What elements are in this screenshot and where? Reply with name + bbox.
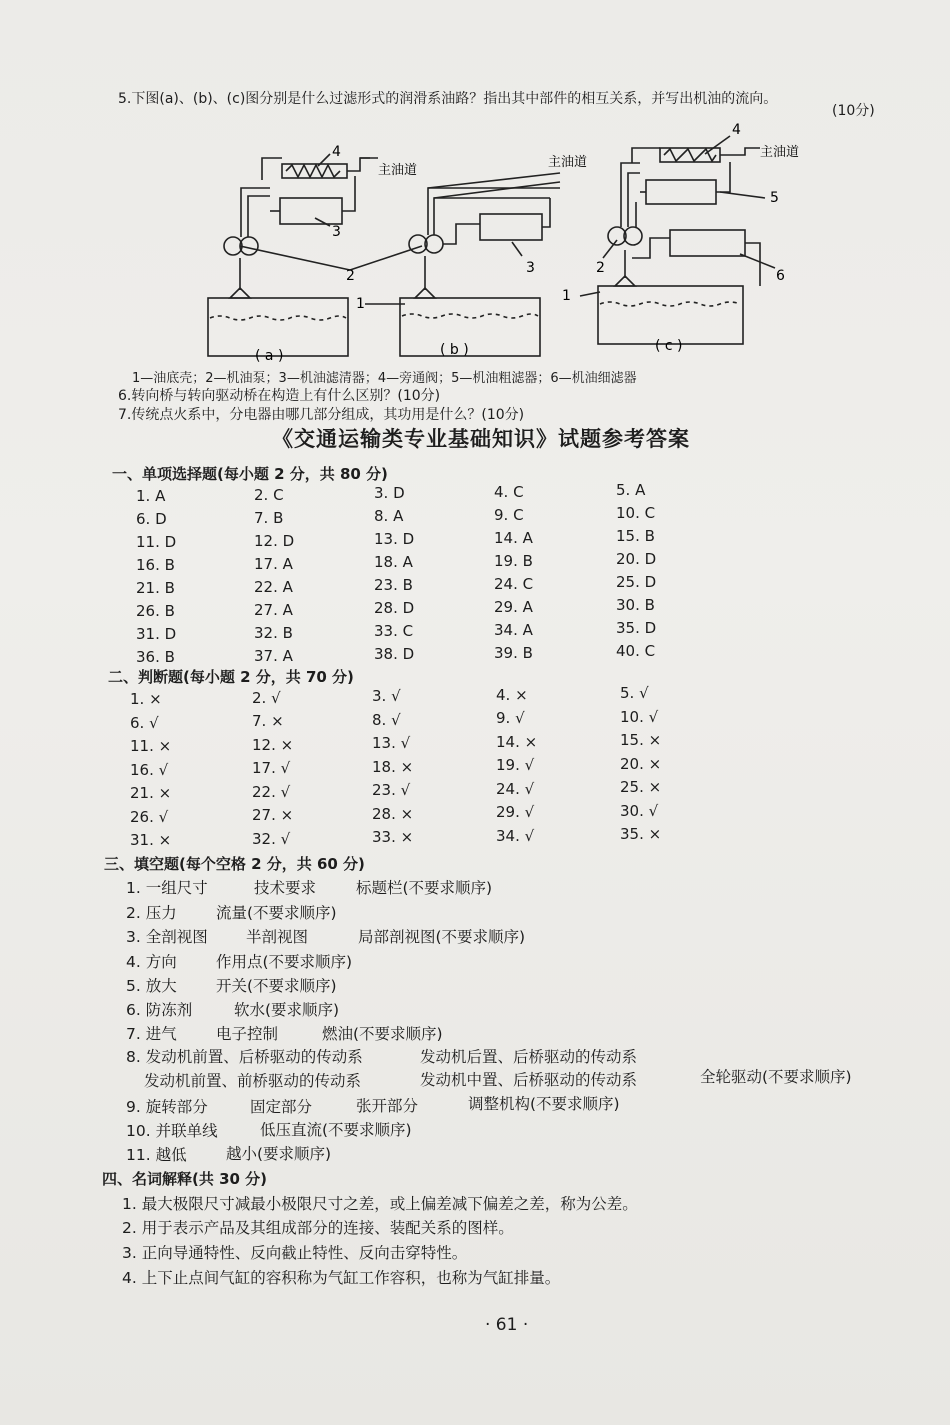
mc-answer-11: 11. D xyxy=(136,533,177,551)
tf-answer-34: 34. √ xyxy=(496,826,535,845)
fill-8a: 8. 发动机前置、后桥驱动的传动系 xyxy=(126,1048,363,1066)
fill-1b: 技术要求 xyxy=(254,879,317,897)
label-3-b: 3 xyxy=(526,260,535,276)
diagram-legend: 1—油底壳；2—机油泵；3—机油滤清器；4—旁通阀；5—机油粗滤器；6—机油细滤器 xyxy=(132,371,637,386)
main-channel-b-label: 主油道 xyxy=(548,155,588,170)
mc-answer-10: 10. C xyxy=(616,504,656,522)
mc-answer-22: 22. A xyxy=(254,577,293,596)
tf-answer-16: 16. √ xyxy=(130,760,169,779)
mc-answer-26: 26. B xyxy=(136,602,175,620)
question-5-points: (10分) xyxy=(832,103,875,119)
tf-answer-19: 19. √ xyxy=(496,756,535,774)
label-3-a: 3 xyxy=(332,224,341,240)
tf-answer-14: 14. × xyxy=(496,732,538,751)
mc-answer-15: 15. B xyxy=(616,527,655,545)
mc-answer-40: 40. C xyxy=(616,642,656,660)
definition-3: 3. 正向导通特性、反向截止特性、反向击穿特性。 xyxy=(122,1244,468,1262)
tf-answer-10: 10. √ xyxy=(620,707,659,726)
section-4-heading: 四、名词解释(共 30 分) xyxy=(102,1170,268,1188)
mc-answer-38: 38. D xyxy=(374,645,415,663)
tf-answer-20: 20. × xyxy=(620,754,662,773)
fill-8e: 全轮驱动(不要求顺序) xyxy=(700,1068,852,1086)
tf-answer-31: 31. × xyxy=(130,831,172,849)
label-1-c: 1 xyxy=(562,288,571,304)
tf-answer-35: 35. × xyxy=(620,825,662,843)
tf-answer-27: 27. × xyxy=(252,806,294,824)
mc-answer-5: 5. A xyxy=(616,481,646,499)
mc-answer-3: 3. D xyxy=(374,484,405,502)
fine-filter-c xyxy=(670,230,745,256)
question-7: 7.传统点火系中，分电器由哪几部分组成，其功用是什么？(10分) xyxy=(118,407,525,423)
tf-answer-30: 30. √ xyxy=(620,801,659,820)
mc-answer-32: 32. B xyxy=(254,623,293,642)
fill-6a: 6. 防冻剂 xyxy=(126,1001,193,1019)
tf-answer-17: 17. √ xyxy=(252,759,291,777)
page-number: · 61 · xyxy=(485,1315,529,1335)
fill-7c: 燃油(不要求顺序) xyxy=(322,1025,443,1043)
mc-answer-31: 31. D xyxy=(136,625,177,643)
caption-c: ( c ) xyxy=(655,338,683,354)
answer-key-title: 《交通运输类专业基础知识》试题参考答案 xyxy=(272,427,690,451)
fill-1a: 1. 一组尺寸 xyxy=(126,879,208,897)
section-3-heading: 三、填空题(每个空格 2 分，共 60 分) xyxy=(104,855,365,873)
tf-answer-21: 21. × xyxy=(130,784,172,802)
mc-answer-39: 39. B xyxy=(494,643,533,662)
mc-answer-12: 12. D xyxy=(254,531,295,550)
section-1-heading: 一、单项选择题(每小题 2 分，共 80 分) xyxy=(112,465,388,483)
fill-3c: 局部剖视图(不要求顺序) xyxy=(358,928,526,946)
label-5-c: 5 xyxy=(770,190,779,206)
lubrication-diagram xyxy=(200,118,820,368)
mc-answer-33: 33. C xyxy=(374,622,414,640)
fill-5b: 开关(不要求顺序) xyxy=(216,977,337,995)
definition-4: 4. 上下止点间气缸的容积称为气缸工作容积，也称为气缸排量。 xyxy=(122,1269,561,1287)
tf-answer-28: 28. × xyxy=(372,804,414,823)
fill-9a: 9. 旋转部分 xyxy=(126,1098,208,1116)
oil-filter-a xyxy=(280,198,342,224)
tf-answer-23: 23. √ xyxy=(372,781,411,799)
tf-answer-12: 12. × xyxy=(252,735,294,754)
definition-2: 2. 用于表示产品及其组成部分的连接、装配关系的图样。 xyxy=(122,1219,514,1237)
tf-answer-4: 4. × xyxy=(496,685,528,704)
mc-answer-7: 7. B xyxy=(254,508,284,527)
caption-a: ( a ) xyxy=(255,348,284,364)
tf-answer-6: 6. √ xyxy=(130,713,159,732)
tf-answer-33: 33. × xyxy=(372,828,414,846)
tf-answer-3: 3. √ xyxy=(372,687,401,705)
mc-answer-34: 34. A xyxy=(494,620,533,639)
fill-9c: 张开部分 xyxy=(356,1097,419,1115)
fill-10b: 低压直流(不要求顺序) xyxy=(260,1121,412,1139)
fill-8d: 发动机中置、后桥驱动的传动系 xyxy=(420,1071,638,1089)
fill-6b: 软水(要求顺序) xyxy=(234,1001,340,1019)
section-2-heading: 二、判断题(每小题 2 分，共 70 分) xyxy=(108,668,354,686)
label-1-a: 1 xyxy=(356,296,365,312)
tf-answer-5: 5. √ xyxy=(620,684,649,702)
fill-5a: 5. 放大 xyxy=(126,977,177,995)
fill-10a: 10. 并联单线 xyxy=(126,1122,218,1140)
coarse-filter-c xyxy=(646,180,716,204)
fill-2b: 流量(不要求顺序) xyxy=(216,904,337,922)
oil-pan-b xyxy=(400,298,540,356)
tf-answer-7: 7. × xyxy=(252,712,284,730)
mc-answer-2: 2. C xyxy=(254,485,284,504)
fill-11b: 越小(要求顺序) xyxy=(226,1145,332,1163)
mc-answer-21: 21. B xyxy=(136,579,175,597)
mc-answer-23: 23. B xyxy=(374,576,413,594)
fill-4b: 作用点(不要求顺序) xyxy=(216,953,353,971)
mc-answer-16: 16. B xyxy=(136,556,175,574)
fill-11a: 11. 越低 xyxy=(126,1146,187,1164)
question-6: 6.转向桥与转向驱动桥在构造上有什么区别？(10分) xyxy=(118,388,441,404)
tf-answer-25: 25. × xyxy=(620,778,662,796)
question-5-text: 5.下图(a)、(b)、(c)图分别是什么过滤形式的润滑系油路？指出其中部件的相互关系，并写出机油的流向。 xyxy=(118,91,778,107)
mc-answer-1: 1. A xyxy=(136,487,166,505)
tf-answer-15: 15. × xyxy=(620,731,662,749)
mc-answer-24: 24. C xyxy=(494,574,534,593)
fill-7a: 7. 进气 xyxy=(126,1025,177,1043)
tf-answer-18: 18. × xyxy=(372,757,414,776)
oil-filter-b xyxy=(480,214,542,240)
tf-answer-22: 22. √ xyxy=(252,782,291,801)
tf-answer-8: 8. √ xyxy=(372,710,401,729)
fill-3a: 3. 全剖视图 xyxy=(126,928,208,946)
tf-answer-2: 2. √ xyxy=(252,688,281,707)
label-2-c: 2 xyxy=(596,260,605,276)
label-6-c: 6 xyxy=(776,268,785,284)
label-2: 2 xyxy=(346,268,355,284)
caption-b: ( b ) xyxy=(440,342,469,358)
tf-answer-29: 29. √ xyxy=(496,803,535,821)
mc-answer-19: 19. B xyxy=(494,551,533,570)
main-channel-c-label: 主油道 xyxy=(760,145,800,160)
fill-4a: 4. 方向 xyxy=(126,953,177,971)
tf-answer-32: 32. √ xyxy=(252,829,291,848)
mc-answer-9: 9. C xyxy=(494,505,524,524)
tf-answer-9: 9. √ xyxy=(496,709,525,727)
fill-8b: 发动机后置、后桥驱动的传动系 xyxy=(420,1048,638,1066)
tf-answer-1: 1. × xyxy=(130,690,162,708)
label-4-c: 4 xyxy=(732,122,741,138)
mc-answer-17: 17. A xyxy=(254,554,293,573)
mc-answer-35: 35. D xyxy=(616,619,657,637)
mc-answer-29: 29. A xyxy=(494,597,533,616)
fill-3b: 半剖视图 xyxy=(246,928,309,946)
fill-1c: 标题栏(不要求顺序) xyxy=(356,879,493,897)
fill-8c: 发动机前置、前桥驱动的传动系 xyxy=(144,1072,362,1090)
mc-answer-14: 14. A xyxy=(494,528,533,547)
main-channel-a-label: 主油道 xyxy=(378,163,418,178)
mc-answer-18: 18. A xyxy=(374,553,413,571)
fill-2a: 2. 压力 xyxy=(126,904,177,922)
definition-1: 1. 最大极限尺寸减最小极限尺寸之差，或上偏差减下偏差之差，称为公差。 xyxy=(122,1195,638,1213)
mc-answer-37: 37. A xyxy=(254,646,293,665)
mc-answer-20: 20. D xyxy=(616,550,657,568)
mc-answer-6: 6. D xyxy=(136,510,167,528)
mc-answer-4: 4. C xyxy=(494,482,524,501)
mc-answer-8: 8. A xyxy=(374,507,404,525)
mc-answer-25: 25. D xyxy=(616,573,657,591)
mc-answer-36: 36. B xyxy=(136,648,175,666)
fill-7b: 电子控制 xyxy=(216,1025,279,1043)
label-4-a: 4 xyxy=(332,144,341,160)
tf-answer-11: 11. × xyxy=(130,737,172,755)
fill-9b: 固定部分 xyxy=(250,1098,313,1116)
oil-pan-c xyxy=(598,286,743,344)
mc-answer-27: 27. A xyxy=(254,600,293,619)
tf-answer-26: 26. √ xyxy=(130,807,169,826)
mc-answer-28: 28. D xyxy=(374,599,415,617)
mc-answer-13: 13. D xyxy=(374,530,415,548)
fill-9d: 调整机构(不要求顺序) xyxy=(468,1095,620,1113)
mc-answer-30: 30. B xyxy=(616,596,655,614)
tf-answer-24: 24. √ xyxy=(496,779,535,798)
tf-answer-13: 13. √ xyxy=(372,734,411,752)
